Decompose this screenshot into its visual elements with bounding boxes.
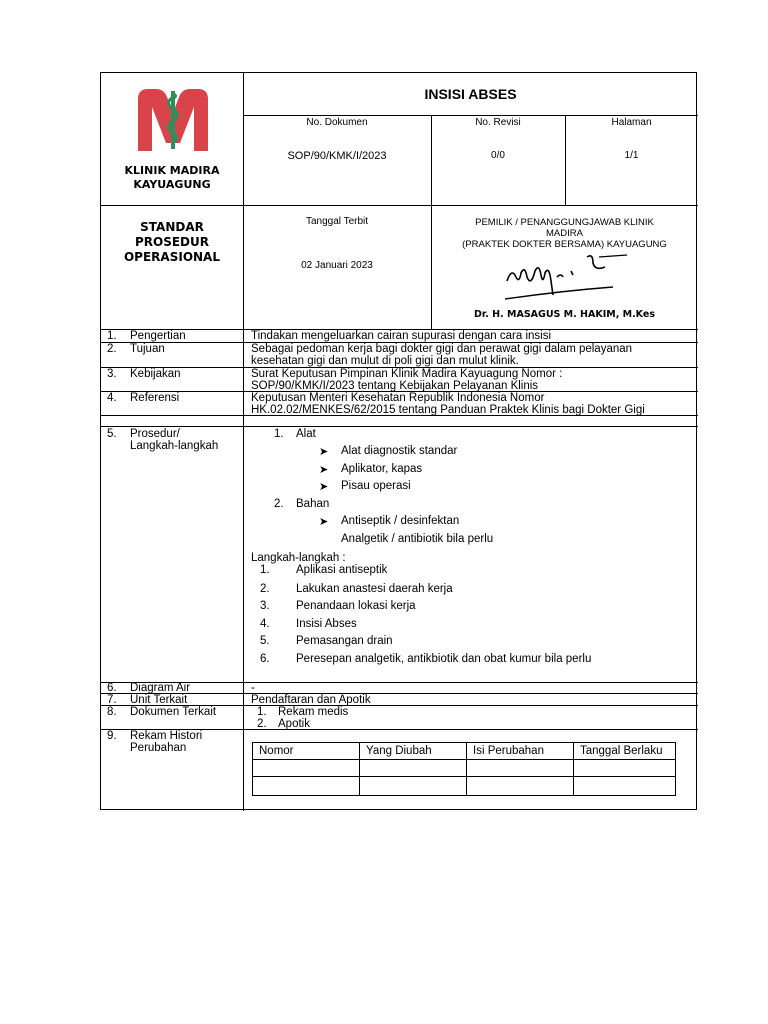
tanggal-terbit-value: 02 Januari 2023 xyxy=(301,260,373,271)
divider xyxy=(101,426,698,427)
list-item: Antiseptik / desinfektan xyxy=(341,515,460,527)
row-number: 1. xyxy=(107,330,117,342)
list-item-alat: Alat xyxy=(296,428,316,440)
list-item: Rekam medis xyxy=(278,706,349,718)
arrow-bullet-icon: ➤ xyxy=(319,464,329,476)
history-table xyxy=(252,742,676,796)
list-number: 5. xyxy=(260,635,270,647)
sop-document xyxy=(100,72,697,810)
langkah-item: Lakukan anastesi daerah kerja xyxy=(296,583,453,595)
divider xyxy=(243,115,698,116)
list-item: Alat diagnostik standar xyxy=(341,445,458,457)
divider xyxy=(101,682,698,683)
list-number: 2. xyxy=(257,718,267,730)
list-item-bahan: Bahan xyxy=(296,498,330,510)
clinic-logo-icon xyxy=(134,87,212,153)
signatory-name: Dr. H. MASAGUS M. HAKIM, M.Kes xyxy=(474,309,655,320)
tanggal-terbit-label: Tanggal Terbit xyxy=(305,216,369,227)
row-label-referensi: Referensi xyxy=(130,392,180,404)
table-row xyxy=(253,760,676,777)
row-label-prosedur: Prosedur/ Langkah-langkah xyxy=(130,428,219,452)
no-dokumen-value: SOP/90/KMK/I/2023 xyxy=(287,150,387,162)
row-number: 6. xyxy=(107,682,117,694)
row-label-tujuan: Tujuan xyxy=(130,343,165,355)
list-item: Apotik xyxy=(278,718,310,730)
list-number: 1. xyxy=(257,706,267,718)
table-header-cell: Nomor xyxy=(253,743,360,760)
halaman-value: 1/1 xyxy=(624,150,639,161)
signature-icon xyxy=(501,251,641,305)
divider xyxy=(101,205,698,206)
list-number: 3. xyxy=(260,600,270,612)
arrow-bullet-icon: ➤ xyxy=(319,516,329,528)
row-label-rekam: Rekam Histori Perubahan xyxy=(130,730,203,754)
table-row xyxy=(253,777,676,796)
list-number: 2. xyxy=(260,583,270,595)
table-header-cell: Isi Perubahan xyxy=(467,743,574,760)
row-label-kebijakan: Kebijakan xyxy=(130,368,181,380)
list-number: 2. xyxy=(274,498,284,510)
row-label-dokumen: Dokumen Terkait xyxy=(130,706,217,718)
row-number: 3. xyxy=(107,368,117,380)
halaman-label: Halaman xyxy=(611,117,652,128)
row-number: 8. xyxy=(107,706,117,718)
row-number: 4. xyxy=(107,392,117,404)
table-header-cell: Tanggal Berlaku xyxy=(574,743,676,760)
table-header-row xyxy=(253,743,676,760)
list-item: Analgetik / antibiotik bila perlu xyxy=(341,533,494,545)
list-item: Pisau operasi xyxy=(341,480,411,492)
clinic-name: KLINIK MADIRA KAYUAGUNG xyxy=(124,164,220,191)
row-number: 5. xyxy=(107,428,117,440)
langkah-item: Insisi Abses xyxy=(296,618,357,630)
row-text-diagram: - xyxy=(251,682,255,694)
row-number: 7. xyxy=(107,694,117,706)
list-number: 1. xyxy=(274,428,284,440)
no-revisi-label: No. Revisi xyxy=(475,117,521,128)
row-number: 2. xyxy=(107,343,117,355)
row-label-pengertian: Pengertian xyxy=(130,330,186,342)
list-number: 4. xyxy=(260,618,270,630)
list-number: 1. xyxy=(260,564,270,576)
list-number: 6. xyxy=(260,653,270,665)
langkah-item: Aplikasi antiseptik xyxy=(296,564,388,576)
row-label-unit: Unit Terkait xyxy=(130,694,188,706)
row-text-kebijakan: Surat Keputusan Pimpinan Klinik Madira Kayuagung Nomor : SOP/90/KMK/I/2023 tentang Kebijakan Pelayanan Klinis xyxy=(251,368,563,392)
langkah-title: Langkah-langkah : xyxy=(251,552,346,564)
row-text-referensi: Keputusan Menteri Kesehatan Republik Indonesia Nomor HK.02.02/MENKES/62/2015 tentang Panduan Praktek Klinis bagi Dokter Gigi xyxy=(251,392,645,416)
table-header-cell: Yang Diubah xyxy=(360,743,467,760)
row-text-pengertian: Tindakan mengeluarkan cairan supurasi dengan cara insisi xyxy=(251,330,552,342)
document-title: INSISI ABSES xyxy=(424,86,517,102)
row-number: 9. xyxy=(107,730,117,742)
arrow-bullet-icon: ➤ xyxy=(319,481,329,493)
row-label-diagram: Diagram Air xyxy=(130,682,191,694)
no-revisi-value: 0/0 xyxy=(491,150,505,161)
langkah-item: Peresepan analgetik, antikbiotik dan obat kumur bila perlu xyxy=(296,653,592,665)
divider xyxy=(101,693,698,694)
langkah-item: Penandaan lokasi kerja xyxy=(296,600,416,612)
no-dokumen-label: No. Dokumen xyxy=(306,117,368,128)
list-item: Aplikator, kapas xyxy=(341,463,423,475)
langkah-item: Pemasangan drain xyxy=(296,635,393,647)
owner-label: PEMILIK / PENANGGUNGJAWAB KLINIK MADIRA (PRAKTEK DOKTER BERSAMA) KAYUAGUNG xyxy=(462,217,667,250)
sop-label: STANDAR PROSEDUR OPERASIONAL xyxy=(123,220,220,264)
row-text-tujuan: Sebagai pedoman kerja bagi dokter gigi dan perawat gigi dalam pelayanan kesehatan gigi dan mulut di poli gigi dan mulut klinik. xyxy=(251,343,633,367)
divider xyxy=(243,73,244,811)
arrow-bullet-icon: ➤ xyxy=(319,446,329,458)
row-text-unit: Pendaftaran dan Apotik xyxy=(251,694,371,706)
